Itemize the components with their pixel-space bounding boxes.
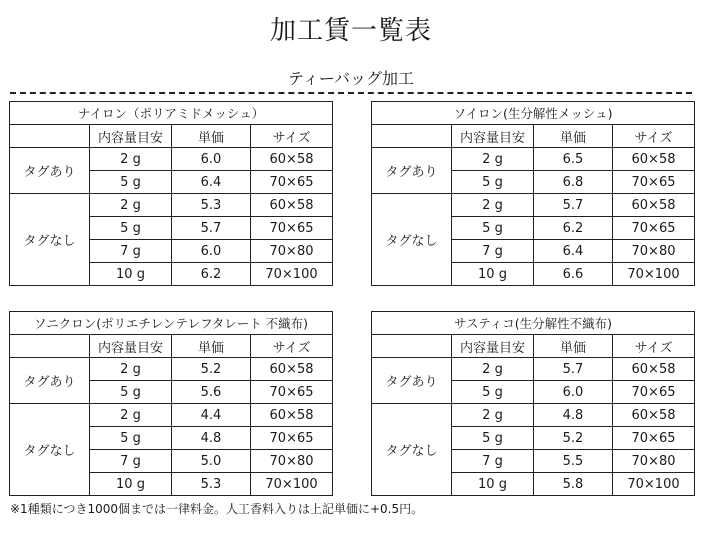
untagged-group-label: タグなし [10,404,90,496]
amount-cell: 10 g [452,473,534,496]
column-header-amount: 内容量目安 [452,125,534,148]
price-table-soylon [371,101,695,286]
amount-cell: 5 g [452,171,534,194]
amount-cell: 2 g [452,358,534,381]
column-header-price: 単価 [172,335,251,358]
untagged-group-label: タグなし [10,194,90,286]
amount-cell: 7 g [452,240,534,263]
footnote: ※1種類につき1000個までは一律料金。人工香料入りは上記単価に+0.5円。 [10,502,424,516]
size-cell: 70×65 [251,427,333,450]
price-cell: 4.4 [172,404,251,427]
price-cell: 6.6 [534,263,613,286]
page-title: 加工賃一覧表 [269,16,432,46]
price-cell: 6.0 [172,148,251,171]
untagged-group-label: タグなし [372,404,452,496]
corner-cell [372,125,452,148]
size-cell: 70×100 [251,263,333,286]
table-heading: ナイロン（ポリアミドメッシュ） [10,102,333,125]
amount-cell: 2 g [90,194,172,217]
amount-cell: 2 g [452,404,534,427]
amount-cell: 2 g [452,194,534,217]
amount-cell: 2 g [90,404,172,427]
amount-cell: 2 g [90,148,172,171]
size-cell: 60×58 [613,148,695,171]
size-cell: 70×65 [613,171,695,194]
size-cell: 70×65 [613,381,695,404]
amount-cell: 5 g [90,427,172,450]
size-cell: 70×65 [251,217,333,240]
size-cell: 70×65 [613,427,695,450]
column-header-size: サイズ [251,335,333,358]
table-heading: ソイロン(生分解性メッシュ) [372,102,695,125]
amount-cell: 5 g [452,381,534,404]
price-cell: 6.4 [172,171,251,194]
price-cell: 5.2 [534,427,613,450]
price-cell: 5.8 [534,473,613,496]
size-cell: 60×58 [251,404,333,427]
price-cell: 6.0 [534,381,613,404]
amount-cell: 5 g [90,381,172,404]
column-header-size: サイズ [613,125,695,148]
amount-cell: 10 g [90,473,172,496]
price-table-sonicron [9,311,333,496]
price-cell: 6.5 [534,148,613,171]
size-cell: 70×80 [613,450,695,473]
amount-cell: 7 g [452,450,534,473]
table-heading: ソニクロン(ポリエチレンテレフタレート 不織布) [10,312,333,335]
size-cell: 70×80 [613,240,695,263]
amount-cell: 5 g [90,171,172,194]
size-cell: 60×58 [613,194,695,217]
corner-cell [10,335,90,358]
corner-cell [372,335,452,358]
page-subtitle: ティーバッグ加工 [288,69,414,88]
tagged-group-label: タグあり [372,358,452,404]
price-cell: 6.2 [172,263,251,286]
amount-cell: 10 g [90,263,172,286]
size-cell: 70×80 [251,450,333,473]
column-header-amount: 内容量目安 [90,335,172,358]
amount-cell: 10 g [452,263,534,286]
price-cell: 4.8 [534,404,613,427]
price-table-nylon [9,101,333,286]
column-header-amount: 内容量目安 [90,125,172,148]
amount-cell: 5 g [90,217,172,240]
amount-cell: 5 g [452,217,534,240]
price-cell: 6.4 [534,240,613,263]
size-cell: 60×58 [251,148,333,171]
corner-cell [10,125,90,148]
price-cell: 5.3 [172,194,251,217]
column-header-amount: 内容量目安 [452,335,534,358]
tagged-group-label: タグあり [10,358,90,404]
column-header-price: 単価 [534,125,613,148]
table-heading: サスティコ(生分解性不織布) [372,312,695,335]
price-cell: 5.0 [172,450,251,473]
price-cell: 5.7 [172,217,251,240]
column-header-price: 単価 [534,335,613,358]
column-header-size: サイズ [613,335,695,358]
column-header-price: 単価 [172,125,251,148]
tagged-group-label: タグあり [10,148,90,194]
size-cell: 60×58 [251,358,333,381]
price-cell: 5.2 [172,358,251,381]
amount-cell: 7 g [90,450,172,473]
price-cell: 5.6 [172,381,251,404]
size-cell: 70×65 [613,217,695,240]
amount-cell: 2 g [452,148,534,171]
price-cell: 6.8 [534,171,613,194]
price-cell: 5.5 [534,450,613,473]
price-cell: 6.2 [534,217,613,240]
size-cell: 60×58 [613,404,695,427]
amount-cell: 2 g [90,358,172,381]
dashed-divider [10,92,692,94]
size-cell: 70×65 [251,381,333,404]
size-cell: 70×80 [251,240,333,263]
size-cell: 70×100 [251,473,333,496]
price-cell: 6.0 [172,240,251,263]
size-cell: 70×65 [251,171,333,194]
tagged-group-label: タグあり [372,148,452,194]
price-table-sustico [371,311,695,496]
amount-cell: 5 g [452,427,534,450]
size-cell: 70×100 [613,473,695,496]
column-header-size: サイズ [251,125,333,148]
amount-cell: 7 g [90,240,172,263]
size-cell: 70×100 [613,263,695,286]
untagged-group-label: タグなし [372,194,452,286]
price-cell: 5.7 [534,358,613,381]
size-cell: 60×58 [613,358,695,381]
price-cell: 5.7 [534,194,613,217]
price-cell: 5.3 [172,473,251,496]
price-cell: 4.8 [172,427,251,450]
size-cell: 60×58 [251,194,333,217]
